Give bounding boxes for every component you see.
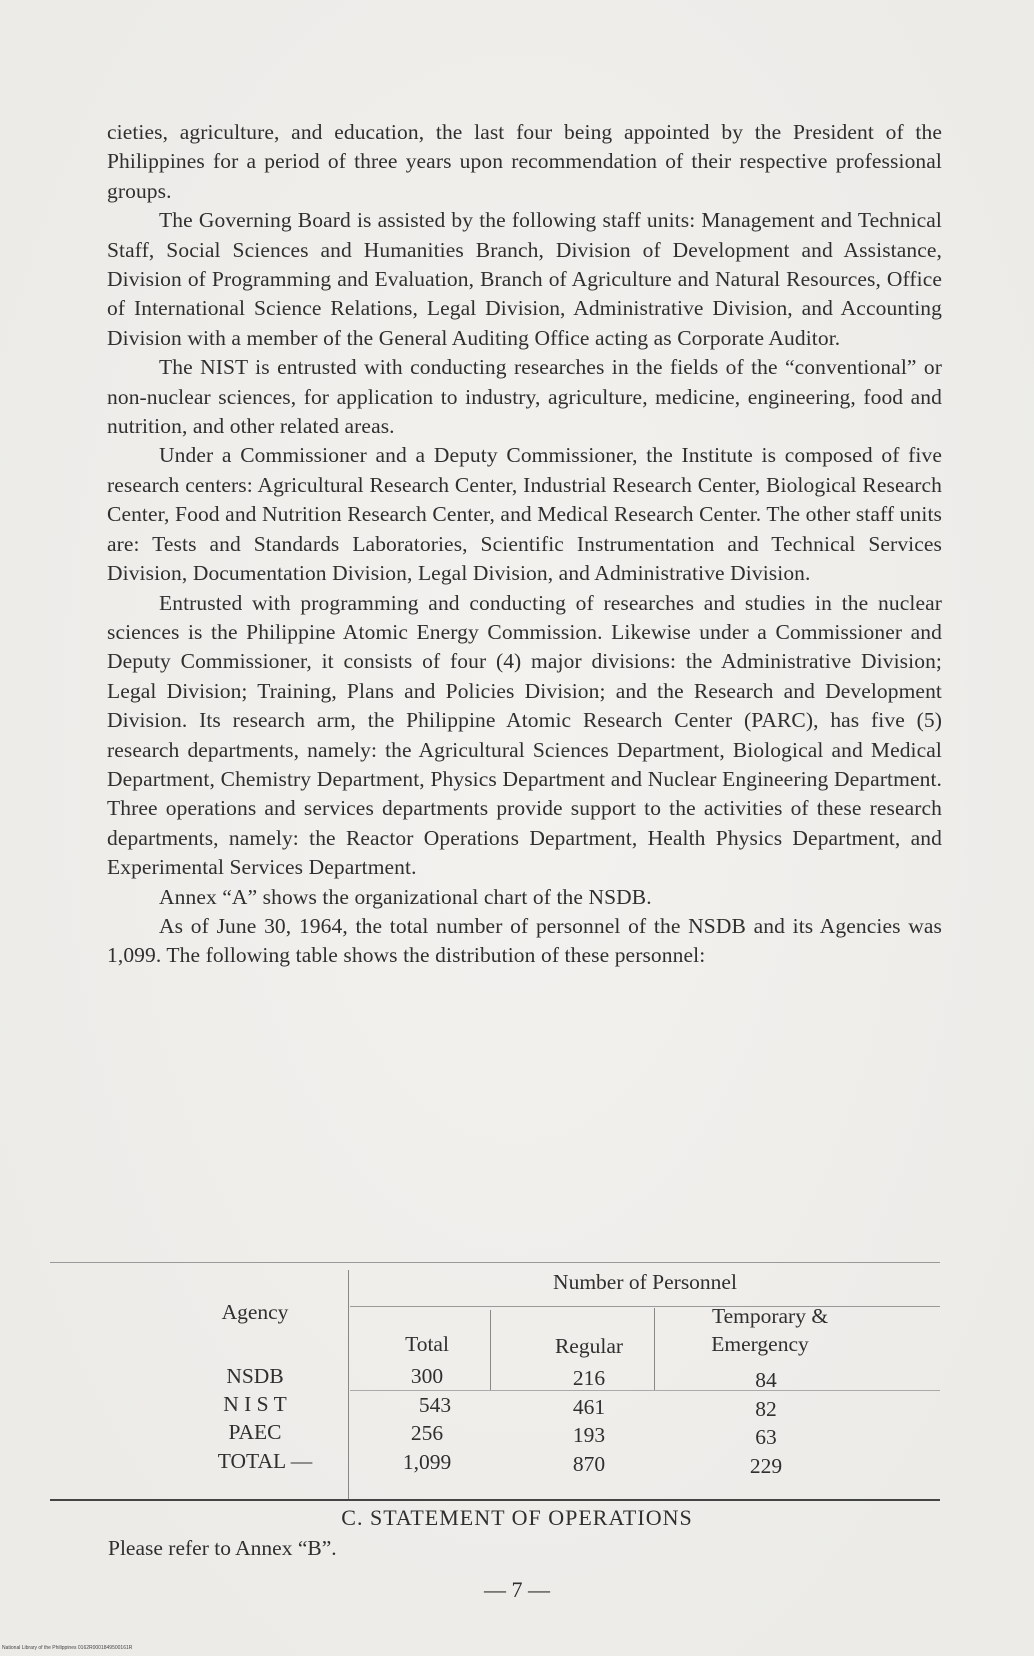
personnel-table <box>50 1262 940 1502</box>
annex-b-reference: Please refer to Annex “B”. <box>108 1536 337 1560</box>
table-bottom-rule <box>50 1499 940 1501</box>
table-row-paec-total: 256 <box>410 1421 444 1445</box>
table-row-paec-agency: PAEC <box>228 1420 282 1444</box>
table-row-nsdb-temp: 84 <box>755 1368 777 1392</box>
table-row-total-regular: 870 <box>572 1452 606 1476</box>
table-row-paec-temp: 63 <box>755 1425 777 1449</box>
table-row-total-agency: TOTAL — <box>217 1449 313 1473</box>
table-top-rule <box>50 1262 940 1263</box>
table-row-nist-total: 543 <box>418 1393 452 1417</box>
table-row-paec-regular: 193 <box>572 1423 606 1447</box>
table-row-nsdb-regular: 216 <box>572 1366 606 1390</box>
table-header-rule <box>350 1390 940 1391</box>
total-header: Total <box>405 1332 449 1356</box>
table-regular-divider <box>654 1308 655 1390</box>
table-row-nist-temp: 82 <box>755 1397 777 1421</box>
paragraph-paec: Entrusted with programming and conducting of researches and studies in the nuclear sciences is the Philippine Atomic Energy Commission. Likewise under a Commissioner and Deputy Commissioner, it consists of four (4) major divisions: the Administrative Division; Legal Division; Training, Plans and Policies Division; and the Research and Development Division. Its research arm, the Philippine Atomic Research Center (PARC), has five (5) research departments, namely: the Agricultural Sciences Department, Biological and Medical Department, Chemistry Department, Physics Department and Nuclear Engineering Department. Three operations and services departments provide support to the activities of these research departments, namely: the Reactor Operations Department, Health Physics Department, and Experimental Services Department. <box>107 590 942 880</box>
paragraph-institute: Under a Commissioner and a Deputy Commissioner, the Institute is composed of five research centers: Agricultural Research Center, Industrial Research Center, Biological Research Center, Food and Nutrition Research Center, and Medical Research Center. The other staff units are: Tests and Standards Laboratories, Scientific Instrumentation and Technical Services Division, Documentation Division, Legal Division, and Administrative Division. <box>107 443 942 586</box>
temp-header-line1: Temporary & <box>711 1304 829 1328</box>
page-number: — 7 — <box>484 1577 550 1602</box>
group-header: Number of Personnel <box>553 1270 737 1294</box>
section-title: C. STATEMENT OF OPERATIONS <box>341 1505 693 1530</box>
table-total-divider <box>490 1310 491 1390</box>
paragraph-personnel: As of June 30, 1964, the total number of personnel of the NSDB and its Agencies was 1,099. The following table shows the distribution of these personnel: <box>107 913 942 968</box>
table-agency-divider <box>348 1270 349 1500</box>
table-row-nsdb-agency: NSDB <box>226 1364 284 1388</box>
paragraph-continuation: cieties, agriculture, and education, the last four being appointed by the President of the Philippines for a period of three years upon recommendation of their respective professional groups. <box>107 120 942 203</box>
paragraph-governing-board: The Governing Board is assisted by the following staff units: Management and Technical Staff, Social Sciences and Humanities Branch, Division of Development and Assistance, Division of Programming and Evaluation, Branch of Agriculture and Natural Resources, Office of International Science Relations, Legal Division, Administrative Division, and Accounting Division with a member of the General Auditing Office acting as Corporate Auditor. <box>107 208 942 350</box>
regular-header: Regular <box>554 1334 624 1358</box>
table-row-total-temp: 229 <box>749 1454 783 1478</box>
body-text <box>107 118 942 971</box>
agency-header: Agency <box>221 1300 289 1324</box>
paragraph-annex-a: Annex “A” shows the organizational chart of the NSDB. <box>159 884 652 909</box>
table-row-nsdb-total: 300 <box>410 1364 444 1388</box>
footer-credit: National Library of the Philippines 0162R0001849500161R <box>2 1645 133 1651</box>
table-row-nist-agency: N I S T <box>223 1392 287 1416</box>
paragraph-nist: The NIST is entrusted with conducting researches in the fields of the “conventional” or non-nuclear sciences, for application to industry, agriculture, medicine, engineering, food and nutrition, and other related areas. <box>107 355 942 439</box>
table-row-total-total: 1,099 <box>402 1450 452 1474</box>
temp-header-line2: Emergency <box>711 1332 809 1356</box>
table-row-nist-regular: 461 <box>572 1395 606 1419</box>
